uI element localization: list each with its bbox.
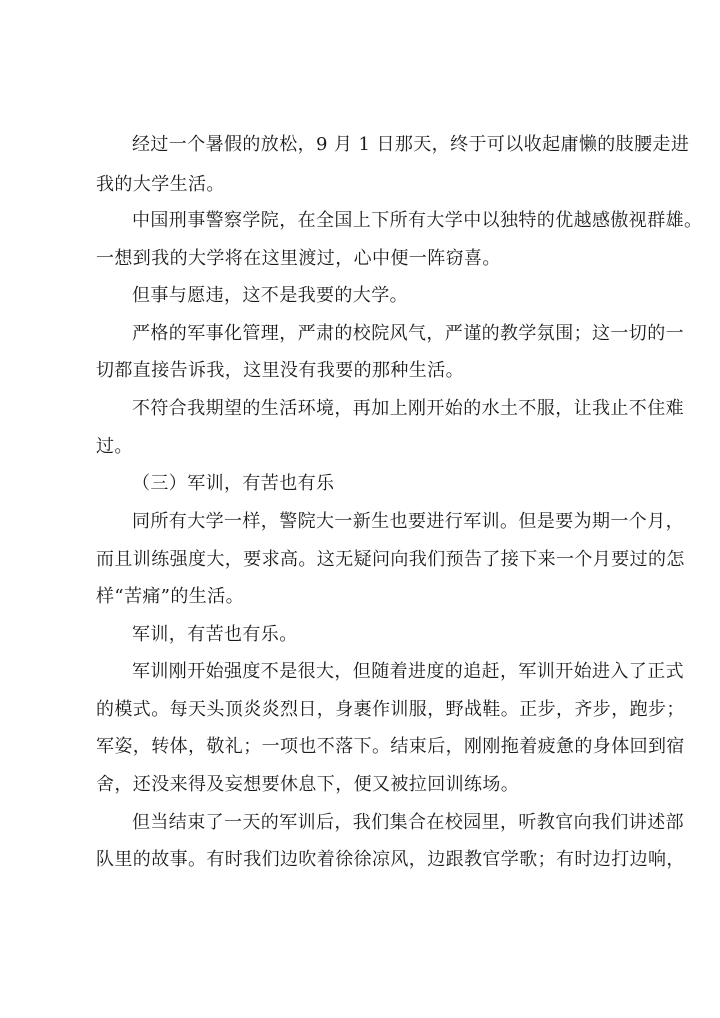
paragraph-line: 军训，有苦也有乐。 [132, 624, 298, 645]
paragraph-line: 但事与愿违，这不是我要的大学。 [132, 285, 408, 306]
paragraph-line: 舍，还没来得及妄想要休息下，便又被拉回训练场。 [96, 774, 520, 795]
paragraph-line: 队里的故事。有时我们边吹着徐徐凉风，边跟教官学歌；有时边打边响， [96, 849, 685, 870]
paragraph-line: 不符合我期望的生活环境，再加上刚开始的水土不服，让我止不住难 [132, 398, 684, 419]
paragraph-line: 军姿，转体，敬礼；一项也不落下。结束后，刚刚拖着疲惫的身体回到宿 [96, 736, 685, 757]
paragraph-line: 过。 [96, 436, 133, 457]
paragraph-line: 严格的军事化管理，严肃的校院风气，严谨的教学氛围；这一切的一 [132, 323, 684, 344]
paragraph-line: 一想到我的大学将在这里渡过，心中便一阵窃喜。 [96, 248, 501, 269]
paragraph-line: 军训刚开始强度不是很大，但随着进度的追赶，军训开始进入了正式 [132, 661, 684, 682]
paragraph-line: 而且训练强度大，要求高。这无疑问向我们预告了接下来一个月要过的怎 [96, 549, 685, 570]
paragraph-line: 经过一个暑假的放松，9 月 1 日那天，终于可以收起庸懒的肢腰走进 [132, 134, 690, 155]
paragraph-line: 但当结束了一天的军训后，我们集合在校园里，听教官向我们讲述部 [132, 812, 684, 833]
paragraph-line: 样“苦痛”的生活。 [96, 586, 245, 607]
paragraph-line: 的模式。每天头顶炎炎烈日，身裹作训服，野战鞋。正步，齐步，跑步； [96, 699, 685, 720]
section-heading: （三）军训，有苦也有乐 [132, 473, 335, 494]
paragraph-line: 同所有大学一样，警院大一新生也要进行军训。但是要为期一个月， [132, 511, 684, 532]
paragraph-line: 我的大学生活。 [96, 174, 225, 195]
paragraph-line: 切都直接告诉我，这里没有我要的那种生活。 [96, 360, 464, 381]
paragraph-line: 中国刑事警察学院，在全国上下所有大学中以独特的优越感傲视群雄。 [132, 210, 703, 231]
